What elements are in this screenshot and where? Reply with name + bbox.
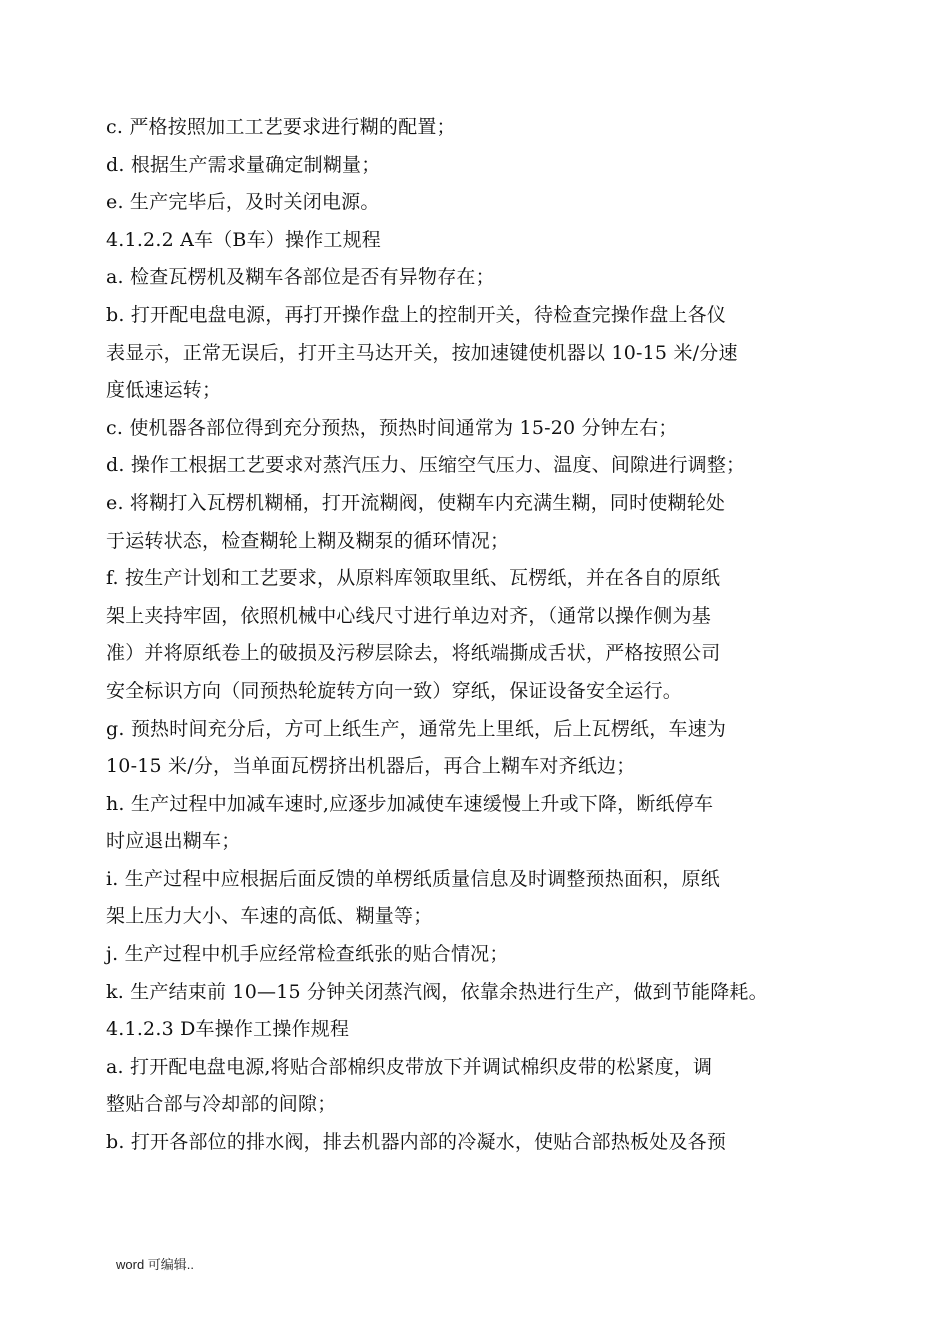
- text-line: 于运转状态，检查糊轮上糊及糊泵的循环情况；: [106, 529, 510, 552]
- text-line: b. 打开各部位的排水阀，排去机器内部的冷凝水，使贴合部热板处及各预: [106, 1131, 727, 1154]
- text-line: 度低速运转；: [106, 379, 222, 402]
- document-body: [106, 109, 866, 1162]
- text-line: 架上夹持牢固，依照机械中心线尺寸进行单边对齐，（通常以操作侧为基: [106, 604, 711, 627]
- text-line: 整贴合部与冷却部的间隙；: [106, 1093, 337, 1116]
- text-line: g. 预热时间充分后，方可上纸生产，通常先上里纸，后上瓦楞纸，车速为: [106, 717, 727, 740]
- text-line: 时应退出糊车；: [106, 830, 241, 853]
- text-line: i. 生产过程中应根据后面反馈的单楞纸质量信息及时调整预热面积，原纸: [106, 867, 720, 890]
- text-line: c. 严格按照加工工艺要求进行糊的配置；: [106, 116, 456, 138]
- text-line: h. 生产过程中加减车速时,应逐步加减使车速缓慢上升或下降，断纸停车: [106, 792, 714, 815]
- text-line: a. 检查瓦楞机及糊车各部位是否有异物存在；: [106, 266, 495, 289]
- text-line: b. 打开配电盘电源，再打开操作盘上的控制开关，待检查完操作盘上各仪: [106, 303, 727, 326]
- page-footer: word 可编辑..: [116, 1257, 195, 1272]
- text-line: e. 生产完毕后，及时关闭电源。: [106, 191, 380, 214]
- text-line: k. 生产结束前 10—15 分钟关闭蒸汽阀，依靠余热进行生产，做到节能降耗。: [106, 980, 768, 1003]
- text-line: 表显示，正常无误后，打开主马达开关，按加速键使机器以 10-15 米/分速: [106, 341, 738, 364]
- section-heading: 4.1.2.3 D车操作工操作规程: [106, 1018, 350, 1041]
- text-line: 架上压力大小、车速的高低、糊量等；: [106, 905, 433, 928]
- text-line: e. 将糊打入瓦楞机糊桶，打开流糊阀，使糊车内充满生糊，同时使糊轮处: [106, 491, 726, 514]
- text-line: 安全标识方向（同预热轮旋转方向一致）穿纸，保证设备安全运行。: [106, 679, 683, 702]
- text-line: 准）并将原纸卷上的破损及污秽层除去，将纸端撕成舌状，严格按照公司: [106, 642, 721, 665]
- text-line: c. 使机器各部位得到充分预热，预热时间通常为 15-20 分钟左右；: [106, 416, 678, 439]
- text-line: a. 打开配电盘电源,将贴合部棉织皮带放下并调试棉织皮带的松紧度，调: [106, 1055, 713, 1078]
- text-line: d. 操作工根据工艺要求对蒸汽压力、压缩空气压力、温度、间隙进行调整；: [106, 454, 746, 477]
- text-line: 10-15 米/分，当单面瓦楞挤出机器后，再合上糊车对齐纸边；: [106, 755, 636, 778]
- text-line: f. 按生产计划和工艺要求，从原料库领取里纸、瓦楞纸，并在各自的原纸: [106, 567, 721, 590]
- section-heading: 4.1.2.2 A车（B车）操作工规程: [106, 228, 381, 251]
- text-line: j. 生产过程中机手应经常检查纸张的贴合情况；: [106, 943, 509, 966]
- text-line: d. 根据生产需求量确定制糊量；: [106, 153, 381, 176]
